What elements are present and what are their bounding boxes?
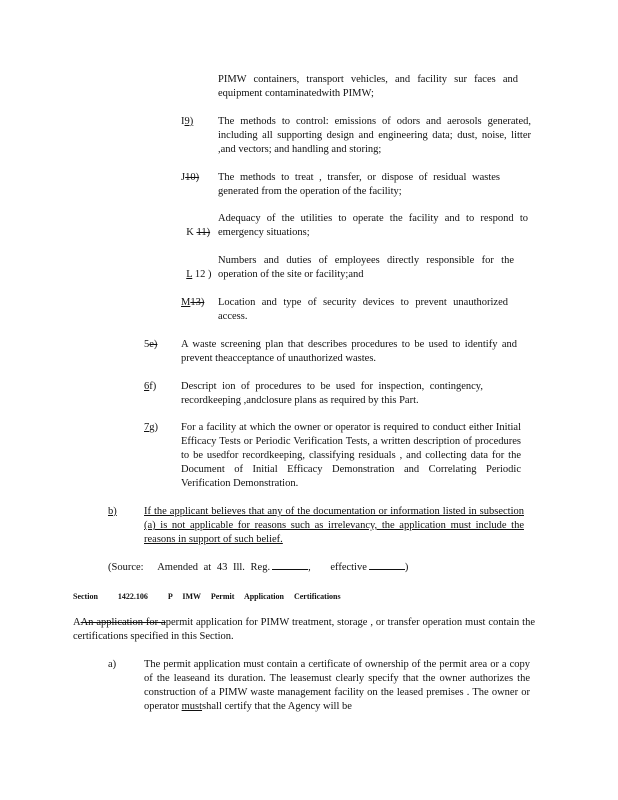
item-label-I: I9)	[181, 116, 194, 127]
section-heading: Section 1422.106 P IMW Permit Application Certifications	[73, 592, 341, 601]
continuation-text: PIMW containers, transport vehicles, and facility sur faces and equipment contaminatedwith PIMW;	[218, 74, 518, 99]
item-text-I: The methods to control: emissions of odors and aerosols generated, including all supporting design and engineering data; dust, noise, litter ,and vectors; and handling and storing;	[218, 116, 531, 155]
item-label-5: 5e)	[144, 339, 158, 350]
item-text-b: If the applicant believes that any of the documentation or information listed in subsection (a) is not applicable for reasons such as irrelevancy, the application must include the reasons in support of such belief.	[144, 506, 524, 545]
item-text-J: The methods to treat , transfer, or dispose of residual wastes generated from the operation of the facility;	[218, 172, 500, 197]
item-text-M: Location and type of security devices to prevent unauthorized access.	[218, 297, 508, 322]
item-label-6: 6f)	[144, 381, 157, 392]
item-text-5: A waste screening plan that describes procedures to be used to identify and prevent theacceptance of unauthorized wastes.	[181, 339, 517, 364]
para-a-text: The permit application must contain a certificate of ownership of the permit area or a copy of the leaseand its duration. The leasemust clearly specify that the owner authorizes the construction of a PIMW waste management facility on the leased premises . The owner or operator mustshall certify that the Agency will be	[144, 659, 530, 712]
section-intro: AAn application for apermit application for PIMW treatment, storage , or transfer operation must contain the certifications specified in this Section.	[73, 617, 536, 642]
item-label-L: L 12 )	[186, 269, 212, 280]
para-a-label: a)	[108, 659, 117, 670]
item-text-7: For a facility at which the owner or operator is required to conduct either Initial Efficacy Tests or Periodic Verification Tests, a written description of procedures to be usedfor recordkeeping, classifying residuals , and collecting data for the Document of Initial Efficacy Demonstration and Correlating Periodic Verification Demonstration.	[181, 422, 521, 489]
item-label-M: M13)	[181, 297, 205, 308]
item-label-b: b)	[108, 506, 117, 517]
item-label-7: 7g)	[144, 422, 158, 433]
item-text-K: Adequacy of the utilities to operate the facility and to respond to emergency situations;	[218, 213, 528, 238]
item-text-L: Numbers and duties of employees directly responsible for the operation of the site or facility;and	[218, 255, 514, 280]
item-text-6: Descript ion of procedures to be used for inspection, contingency, recordkeeping ,andclosure plans as required by this Part.	[181, 381, 483, 406]
item-label-K: K 11)	[186, 227, 211, 238]
item-label-J: J10)	[181, 172, 200, 183]
source-note: (Source: Amended at 43 Ill. Reg. , effective )	[108, 562, 409, 573]
